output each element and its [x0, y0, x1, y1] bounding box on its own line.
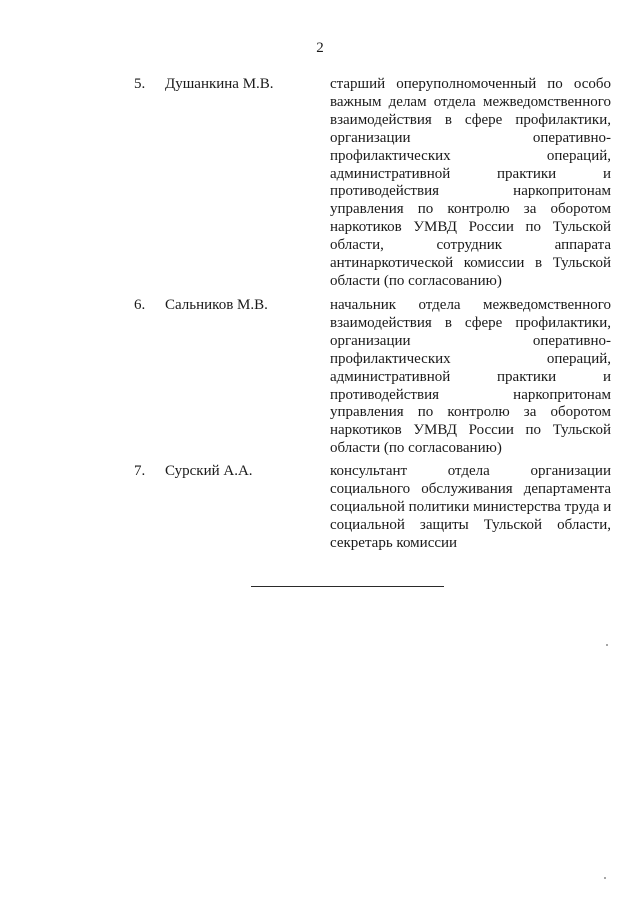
scan-speck	[604, 877, 606, 879]
role-line: взаимодействия в сфере профилактики,	[330, 314, 611, 331]
role-line: области, сотрудник аппарата	[330, 237, 611, 254]
role-line: профилактических операций,	[330, 350, 611, 367]
member-name: Сурский А.А.	[165, 463, 253, 479]
member-name: Сальников М.В.	[165, 297, 268, 313]
scan-speck	[606, 644, 608, 646]
role-line: наркотиков УМВД России по Тульской	[330, 219, 611, 236]
role-line: организации оперативно-	[330, 129, 611, 146]
role-line: административной практики и	[330, 368, 611, 385]
end-divider	[251, 586, 444, 587]
member-role	[330, 463, 611, 553]
role-line: социальной политики министерства труда и	[330, 498, 612, 515]
role-line: начальник отдела межведомственного	[330, 297, 611, 313]
role-line: старший оперуполномоченный по особо	[330, 76, 611, 92]
role-line: управления по контролю за оборотом	[330, 201, 611, 218]
role-line: административной практики и	[330, 165, 611, 182]
role-line: противодействия наркопритонам	[330, 183, 611, 200]
member-name: Душанкина М.В.	[165, 76, 274, 92]
role-line: взаимодействия в сфере профилактики,	[330, 111, 611, 128]
member-number: 7.	[134, 463, 146, 479]
role-line: области (по согласованию)	[330, 272, 502, 289]
role-line: противодействия наркопритонам	[330, 386, 611, 403]
role-line: профилактических операций,	[330, 147, 611, 164]
member-role	[330, 76, 611, 291]
page-number: 2	[316, 40, 324, 56]
role-line: консультант отдела организации	[330, 463, 611, 479]
role-line: управления по контролю за оборотом	[330, 404, 611, 421]
role-line: антинаркотической комиссии в Тульской	[330, 255, 611, 272]
role-line: области (по согласованию)	[330, 440, 502, 457]
role-line: наркотиков УМВД России по Тульской	[330, 422, 611, 439]
member-number: 5.	[134, 76, 146, 92]
member-role	[330, 297, 611, 458]
role-line: секретарь комиссии	[330, 534, 458, 551]
role-line: важным делам отдела межведомственного	[330, 93, 611, 110]
role-line: организации оперативно-	[330, 332, 611, 349]
member-number: 6.	[134, 297, 146, 313]
role-line: социального обслуживания департамента	[330, 480, 611, 497]
role-line: социальной защиты Тульской области,	[330, 516, 611, 533]
